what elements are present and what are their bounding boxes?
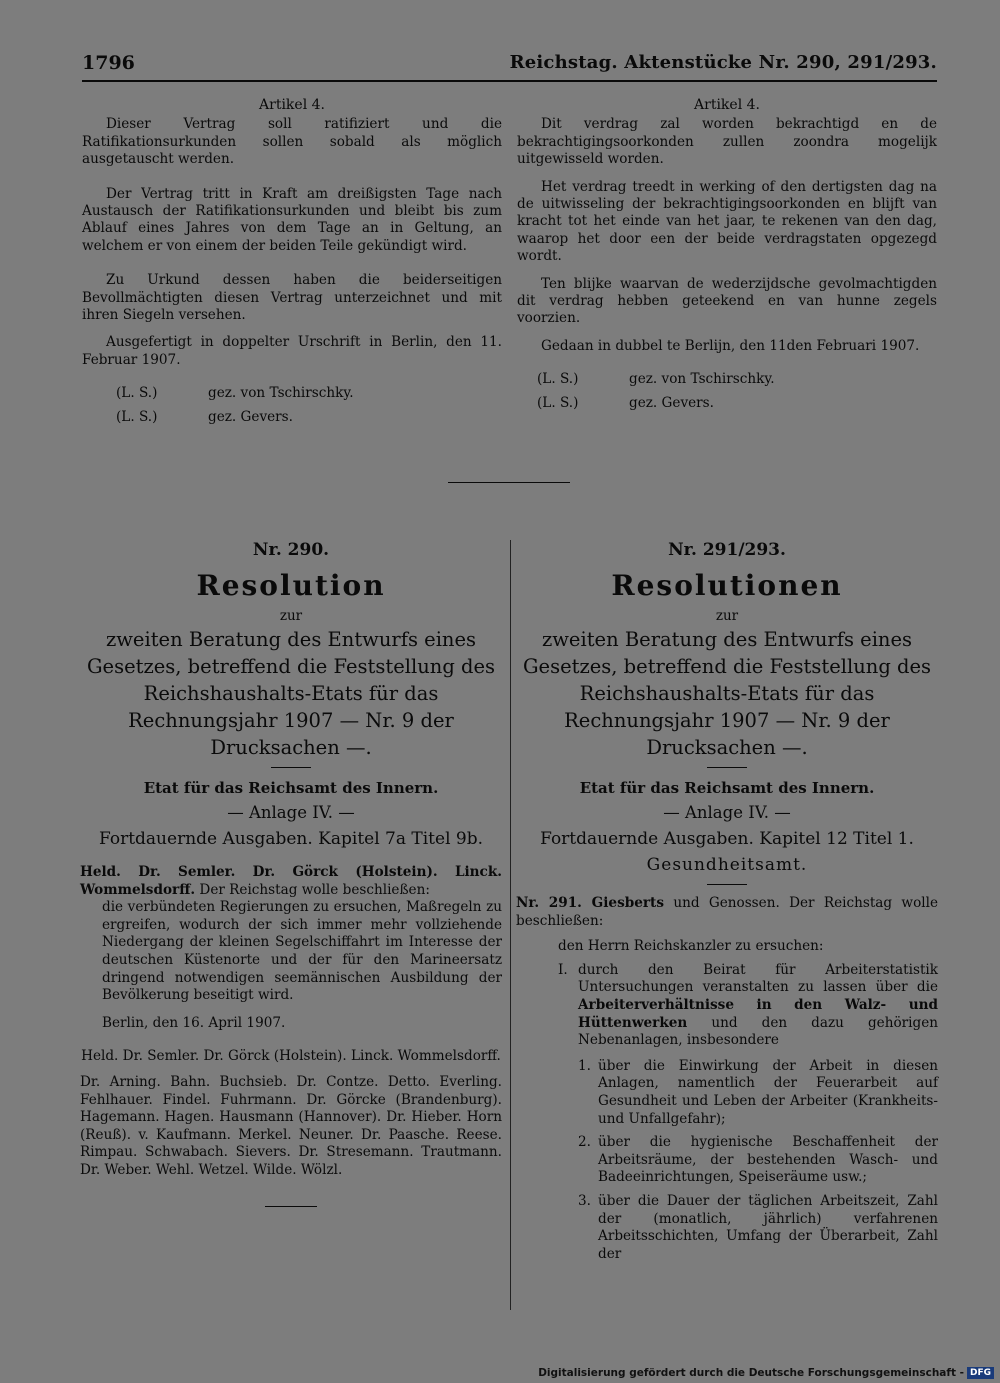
paragraph: Der Vertrag tritt in Kraft am dreißigsten Tage nach Austausch der Ratifikationsurkunden und bleibt bis zum Ablauf eines Jahres von dem Tage an in Geltung, an welchem er von einem der beiden Teile gekündigt wird. — [82, 185, 502, 254]
motion-body: die verbündeten Regierungen zu ersuchen, Maßregeln zu ergreifen, wodurch der sich immer mehr vollziehende Niedergang der kleinen Segelschiffahrt im Interesse der deutschen Küstenorte und der für den Marineersatz dringend notwendigen seemännischen Ausbildung der Bevölkerung beseitigt wird. — [102, 899, 502, 1004]
article-heading: Artikel 4. — [259, 97, 325, 113]
signature-name: gez. Gevers. — [629, 394, 714, 411]
paragraph: Dieser Vertrag soll ratifiziert und die Ratifikationsurkunden sollen sobald als möglich ausgetauscht werden. — [82, 116, 502, 168]
short-rule — [271, 767, 311, 768]
digitization-footer — [538, 1367, 994, 1379]
section-rule — [448, 482, 570, 483]
motion-proposers: Nr. 291. Giesberts — [516, 895, 664, 911]
seal-mark: (L. S.) — [537, 394, 579, 411]
short-rule — [707, 767, 747, 768]
right-top-column — [517, 97, 937, 412]
item-number: I. — [558, 961, 568, 978]
paragraph: Zu Urkund dessen haben die beiderseitigen Bevollmächtigten diesen Vertrag unterzeichnet und mit ihren Siegeln versehen. — [82, 272, 502, 324]
amt-line: Gesundheitsamt. — [646, 855, 808, 875]
list-item — [578, 1193, 938, 1263]
signature-name: gez. Gevers. — [208, 408, 293, 425]
item-number: 2. — [578, 1134, 591, 1151]
kapitel-line: Fortdauernde Ausgaben. Kapitel 12 Titel 1. — [540, 829, 914, 849]
motion-intro: Der Reichstag wolle beschließen: — [199, 881, 430, 898]
etat-heading: Etat für das Reichsamt des Innern. — [143, 779, 439, 797]
left-top-column — [82, 97, 502, 426]
title-connector: zur — [279, 608, 303, 624]
seal-mark: (L. S.) — [116, 408, 158, 425]
running-head: Reichstag. Aktenstücke Nr. 290, 291/293. — [509, 52, 937, 73]
right-bottom-column — [516, 538, 938, 1269]
item-list — [516, 962, 938, 1050]
paragraph: Het verdrag treedt in werking of den dertigsten dag na de uitwisseling der bekrachtigingsoorkonden en blijft van kracht tot het einde van het jaar, te rekenen van den dag, waarop het door een der beide verdragstaten opgezegd wordt. — [517, 178, 937, 265]
sub-item-list — [516, 1058, 938, 1264]
list-item — [578, 1058, 938, 1128]
list-item — [558, 962, 938, 1050]
anlage-line: — Anlage IV. — — [663, 803, 791, 822]
document-title: Resolution — [196, 569, 386, 602]
paragraph: Gedaan in dubbel te Berlijn, den 11den Februari 1907. — [541, 337, 920, 354]
paragraph: Ausgefertigt in doppelter Urschrift in Berlin, den 11. Februar 1907. — [82, 334, 502, 368]
signature-name: gez. von Tschirschky. — [208, 385, 354, 402]
seal-mark: (L. S.) — [537, 371, 579, 388]
item-text: über die hygienische Beschaffenheit der Arbeitsräume, der bestehenden Wasch- und Badeeinrichtungen, Speiseräume usw.; — [598, 1134, 938, 1186]
item-text: und den dazu gehörigen Nebenanlagen, insbesondere — [578, 1014, 938, 1049]
item-emphasis: Arbeiterverhältnisse in den Walz- und Hüttenwerken — [578, 996, 938, 1031]
short-rule — [707, 884, 747, 885]
signature-name: gez. von Tschirschky. — [629, 371, 775, 388]
end-rule — [265, 1206, 317, 1207]
seal-mark: (L. S.) — [116, 385, 158, 402]
page-header — [82, 50, 937, 80]
paragraph: Ten blijke waarvan de wederzijdsche gevolmachtigden dit verdrag hebben geteekend en van hunne zegels voorzien. — [517, 275, 937, 327]
signers-list: Dr. Arning. Bahn. Buchsieb. Dr. Contze. Detto. Everling. Fehlhauer. Findel. Fuhrmann. Dr. Görcke (Brandenburg). Hagemann. Hagen. Hausmann (Hannover). Dr. Hieber. Horn (Reuß). v. Kaufmann. Merkel. Neuner. Dr. Paasche. Reese. Rimpau. Schwabach. Sievers. Dr. Stresemann. Trautmann. Dr. Weber. Wehl. Wetzel. Wilde. Wölzl. — [80, 1073, 502, 1178]
dfg-logo-icon: DFG — [967, 1367, 994, 1379]
motion-block — [80, 864, 502, 1180]
item-number: 3. — [578, 1192, 591, 1209]
signature-row — [537, 395, 937, 412]
header-rule — [82, 80, 937, 82]
item-number: 1. — [578, 1057, 591, 1074]
signers-main: Held. Dr. Semler. Dr. Görck (Holstein). Linck. Wommelsdorff. — [81, 1048, 501, 1065]
motion-block — [516, 895, 938, 1263]
subject-text: zweiten Beratung des Entwurfs eines Gesetzes, betreffend die Feststellung des Reichshaushalts-Etats für das Rechnungsjahr 1907 — Nr. 9 der Drucksachen —. — [86, 628, 496, 759]
left-bottom-column — [80, 538, 502, 1207]
signature-row — [116, 409, 502, 426]
anlage-line: — Anlage IV. — — [227, 803, 355, 822]
list-item — [578, 1134, 938, 1187]
item-text: über die Einwirkung der Arbeit in diesen Anlagen, namentlich der Feuerarbeit auf Gesundheit und Leben der Arbeiter (Krankheits- und Unfallgefahr); — [598, 1057, 938, 1127]
item-text: durch den Beirat für Arbeiterstatistik Untersuchungen veranstalten zu lassen über die — [578, 961, 938, 996]
page-number: 1796 — [82, 52, 135, 74]
motion-intro: und Genossen. Der Reichstag wolle beschließen: — [516, 895, 938, 929]
document-title: Resolutionen — [611, 569, 843, 602]
paragraph: Dit verdrag zal worden bekrachtigd en de bekrachtigingsoorkonden zullen zoondra mogelijk uitgewisseld worden. — [517, 116, 937, 168]
motion-request: den Herrn Reichskanzler zu ersuchen: — [558, 938, 824, 955]
title-connector: zur — [715, 608, 739, 624]
etat-heading: Etat für das Reichsamt des Innern. — [579, 779, 875, 797]
signature-row — [116, 385, 502, 402]
document-number: Nr. 291/293. — [668, 540, 786, 560]
item-text: über die Dauer der täglichen Arbeitszeit, Zahl der (monatlich, jährlich) verfahrenen Arbeitsschichten, Umfang der Überarbeit, Zahl der — [598, 1192, 938, 1262]
signature-row — [537, 371, 937, 388]
document-number: Nr. 290. — [252, 540, 330, 560]
motion-proposers: Held. Dr. Semler. Dr. Görck (Holstein). Linck. Wommelsdorff. — [80, 864, 502, 898]
article-heading: Artikel 4. — [694, 97, 760, 113]
motion-date: Berlin, den 16. April 1907. — [102, 1014, 286, 1031]
footer-text: Digitalisierung gefördert durch die Deutsche Forschungsgemeinschaft - — [538, 1367, 964, 1379]
subject-text: zweiten Beratung des Entwurfs eines Gesetzes, betreffend die Feststellung des Reichshaushalts-Etats für das Rechnungsjahr 1907 — Nr. 9 der Drucksachen —. — [522, 628, 932, 759]
column-divider — [510, 540, 511, 1310]
kapitel-line: Fortdauernde Ausgaben. Kapitel 7a Titel 9b. — [98, 829, 484, 849]
